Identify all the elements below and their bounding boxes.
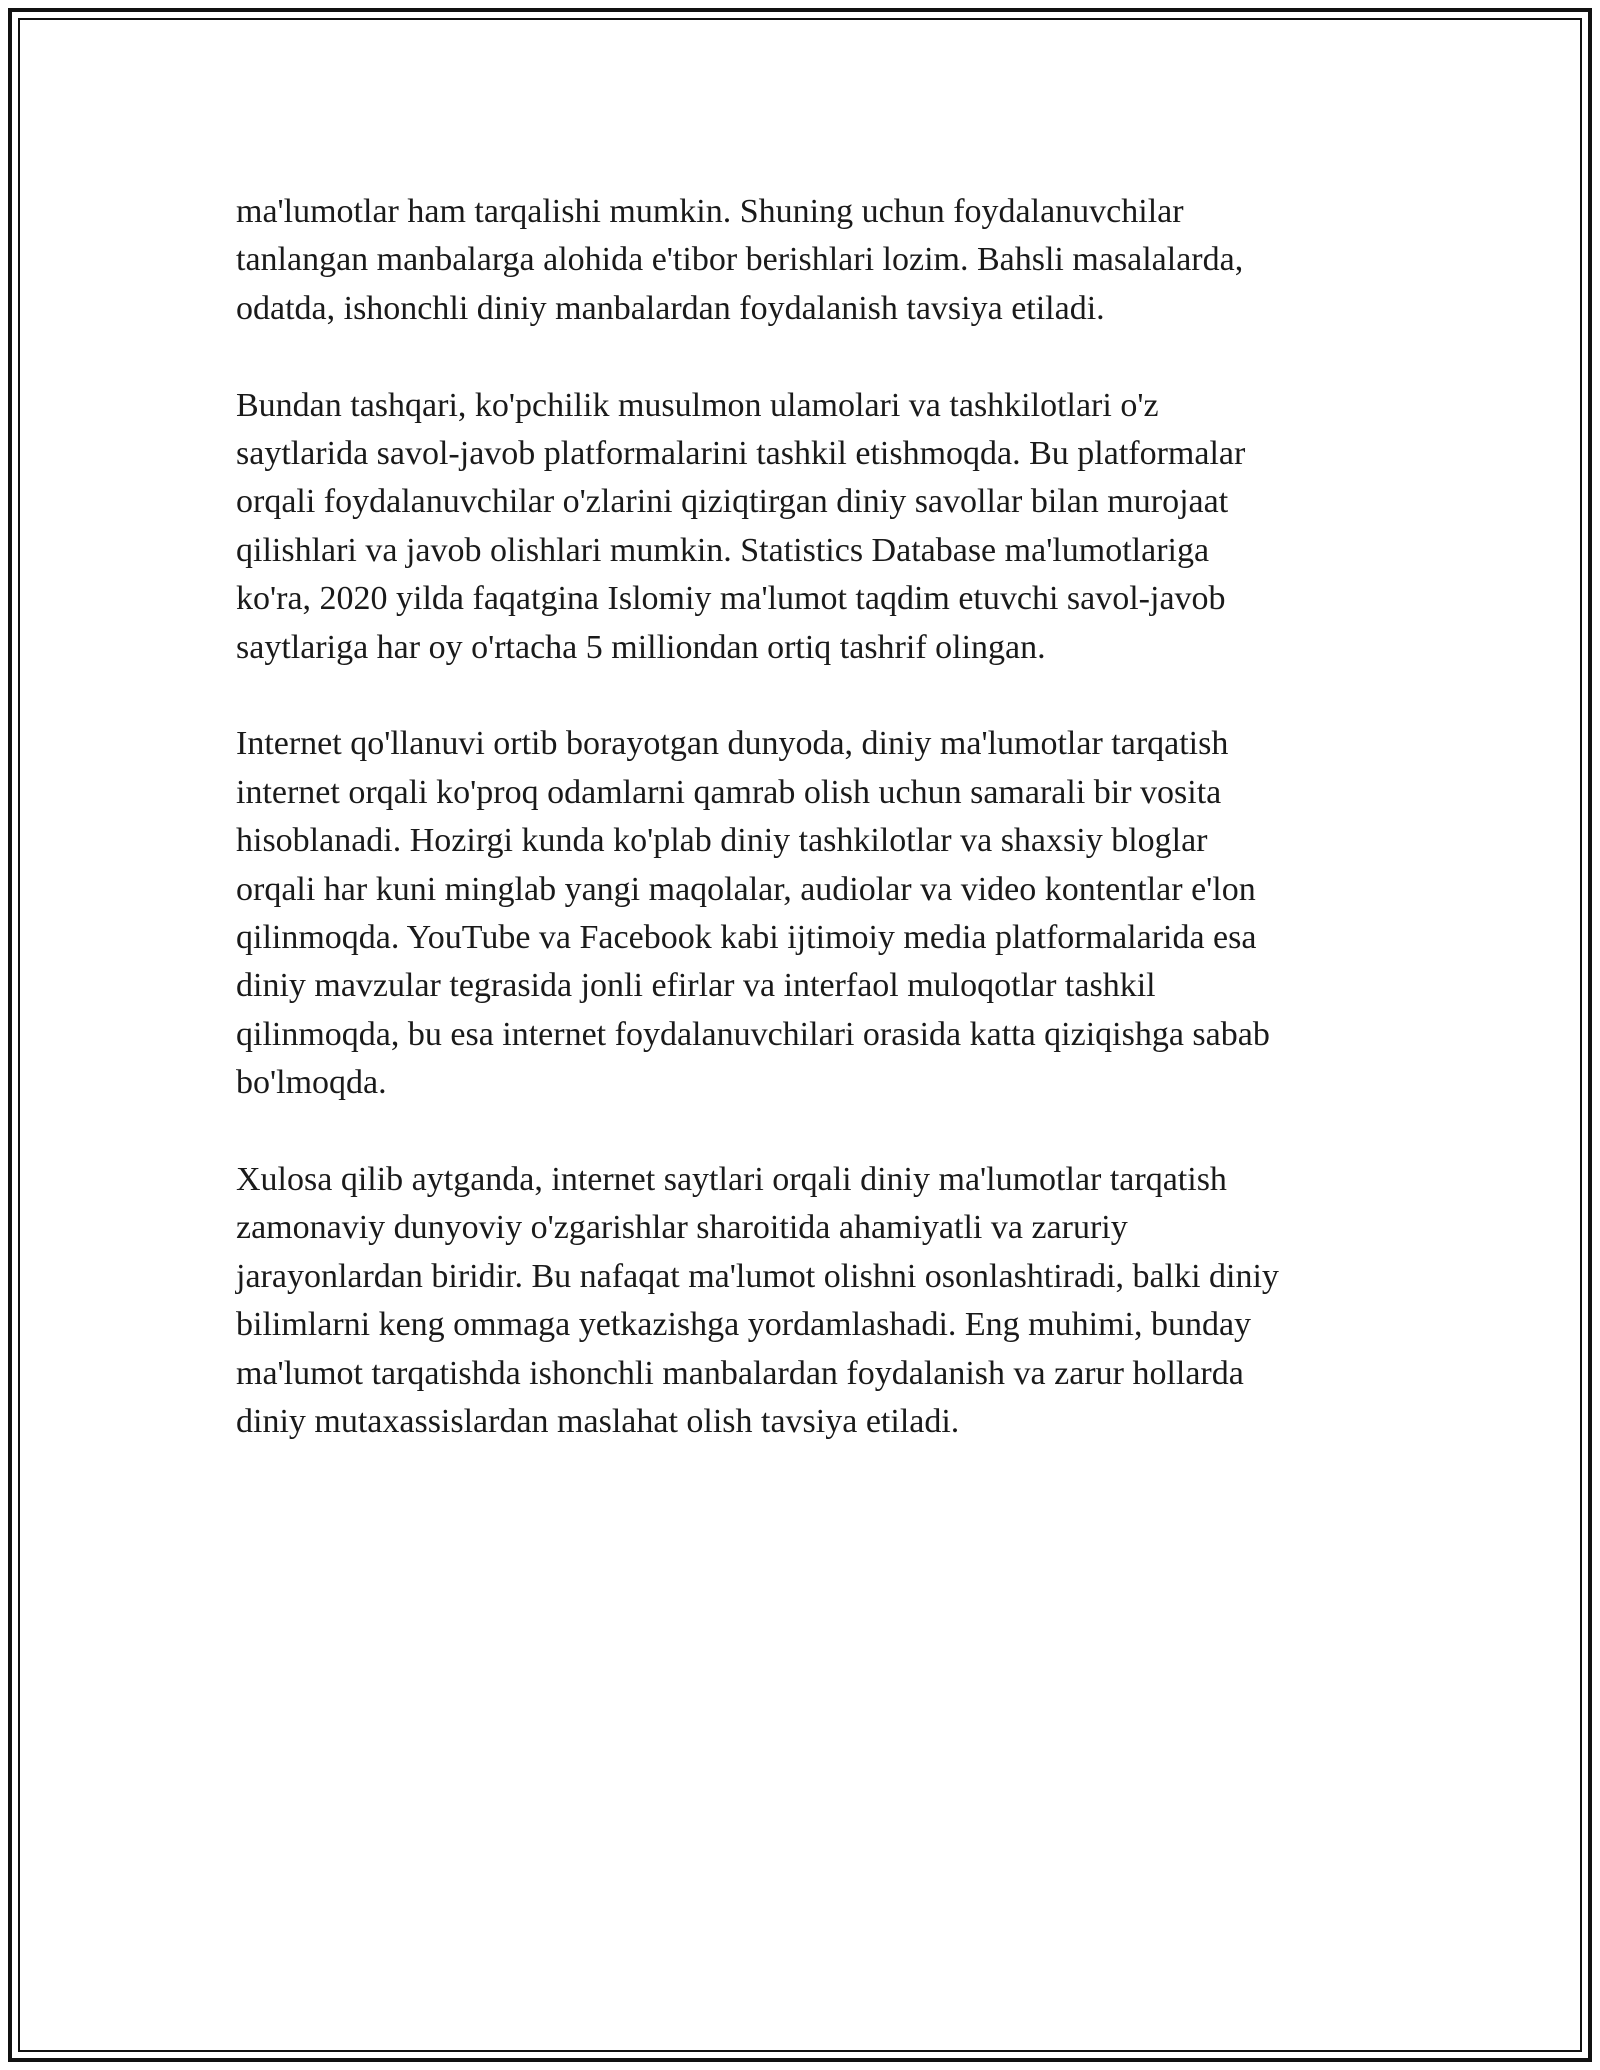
paragraph-4: Xulosa qilib aytganda, internet saytlari orqali diniy ma'lumotlar tarqatish zamonaviy dunyoviy o'zgarishlar sharoitida ahamiyatli va zaruriy jarayonlardan biridir. Bu nafaqat ma'lumot olishni osonlashtiradi, balki diniy bilimlarni keng ommaga yetkazishga yordamlashadi. Eng muhimi, bunday ma'lumot tarqatishda ishonchli manbalardan foydalanish va zarur hollarda diniy mutaxassislardan maslahat olish tavsiya etiladi. [236, 1161, 1279, 1441]
paragraph-1: ma'lumotlar ham tarqalishi mumkin. Shuning uchun foydalanuvchilar tanlangan manbalarga alohida e'tibor berishlari lozim. Bahsli masalalarda, odatda, ishonchli diniy manbalardan foydalanish tavsiya etiladi. [236, 193, 1244, 327]
paragraph-2: Bundan tashqari, ko'pchilik musulmon ulamolari va tashkilotlari o'z saytlarida savol-javob platformalarini tashkil etishmoqda. Bu platformalar orqali foydalanuvchilar o'zlarini qiziqtirgan diniy savollar bilan murojaat qilishlari va javob olishlari mumkin. Statistics Database ma'lumotlariga ko'ra, 2020 yilda faqatgina Islomiy ma'lumot taqdim etuvchi savol-javob saytlariga har oy o'rtacha 5 milliondan ortiq tashrif olingan. [236, 386, 1246, 666]
paragraph-3: Internet qo'llanuvi ortib borayotgan dunyoda, diniy ma'lumotlar tarqatish internet orqali ko'proq odamlarni qamrab olish uchun samarali bir vosita hisoblanadi. Hozirgi kunda ko'plab diniy tashkilotlar va shaxsiy bloglar orqali har kuni minglab yangi maqolalar, audiolar va video kontentlar e'lon qilinmoqda. YouTube va Facebook kabi ijtimoiy media platformalarida esa diniy mavzular tegrasida jonli efirlar va interfaol muloqotlar tashkil qilinmoqda, bu esa internet foydalanuvchilari orasida katta qiziqishga sabab bo'lmoqda. [236, 725, 1270, 1102]
document-body [236, 188, 1366, 1447]
